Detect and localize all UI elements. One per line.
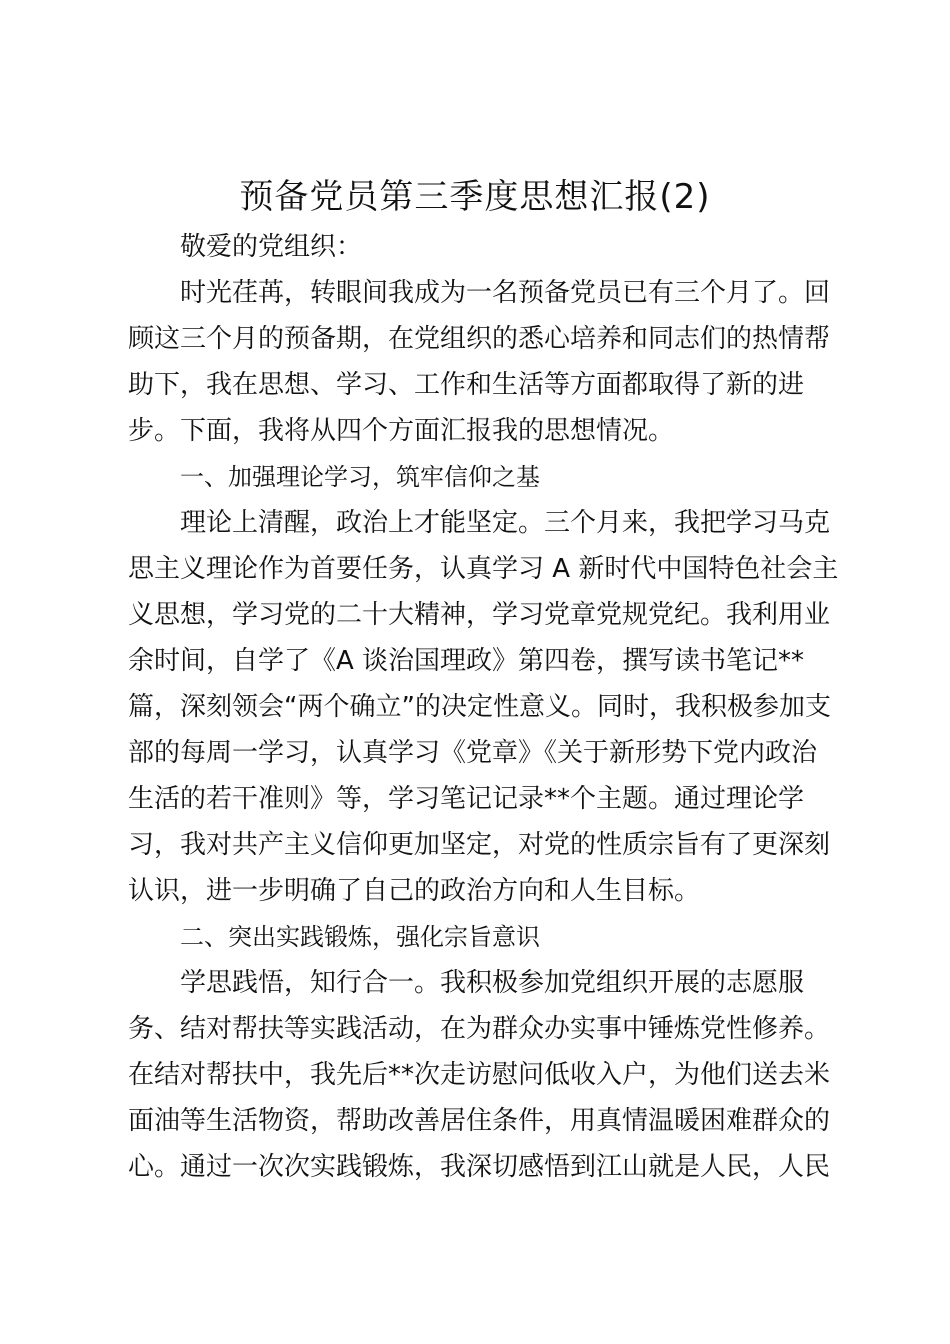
document-body [128,224,839,1190]
section-1-line: 生活的若干准则》等，学习笔记记录**个主题。通过理论学 [128,784,805,814]
section-1-line: 认识，进一步明确了自己的政治方向和人生目标。 [128,876,701,906]
section-1-line: 余时间，自学了《A 谈治国理政》第四卷，撰写读书笔记** [128,646,805,676]
intro-line: 时光荏苒，转眼间我成为一名预备党员已有三个月了。回 [180,278,831,308]
section-2-line: 心。通过一次次实践锻炼，我深切感悟到江山就是人民，人民 [128,1152,831,1182]
section-1-line: 习，我对共产主义信仰更加坚定，对党的性质宗旨有了更深刻 [128,830,831,860]
intro-paragraph [128,270,831,454]
section-1-paragraph [128,500,839,914]
section-2-line: 面油等生活物资，帮助改善居住条件，用真情温暖困难群众的 [128,1106,831,1136]
section-2-line: 在结对帮扶中，我先后**次走访慰问低收入户，为他们送去米 [128,1060,831,1090]
section-2-line: 学思践悟，知行合一。我积极参加党组织开展的志愿服 [180,968,805,998]
document-title: 预备党员第三季度思想汇报(2) [239,177,711,217]
section-2-heading: 二、突出实践锻炼，强化宗旨意识 [180,923,540,951]
salutation: 敬爱的党组织： [180,232,363,262]
section-1-line: 理论上清醒，政治上才能坚定。三个月来，我把学习马克 [180,508,831,538]
section-1-heading: 一、加强理论学习，筑牢信仰之基 [180,463,540,491]
section-1-line: 篇，深刻领会“两个确立”的决定性意义。同时，我积极参加支 [128,692,831,722]
section-2-paragraph [128,960,831,1190]
section-1-line: 部的每周一学习，认真学习《党章》《关于新形势下党内政治 [128,738,818,768]
section-1-line: 思主义理论作为首要任务，认真学习 A 新时代中国特色社会主 [128,554,839,584]
intro-line: 顾这三个月的预备期，在党组织的悉心培养和同志们的热情帮 [128,324,831,354]
intro-line: 步。下面，我将从四个方面汇报我的思想情况。 [128,416,675,446]
section-2-line: 务、结对帮扶等实践活动，在为群众办实事中锤炼党性修养。 [128,1014,831,1044]
intro-line: 助下，我在思想、学习、工作和生活等方面都取得了新的进 [128,370,805,400]
section-1-line: 义思想，学习党的二十大精神，学习党章党规党纪。我利用业 [128,600,831,630]
